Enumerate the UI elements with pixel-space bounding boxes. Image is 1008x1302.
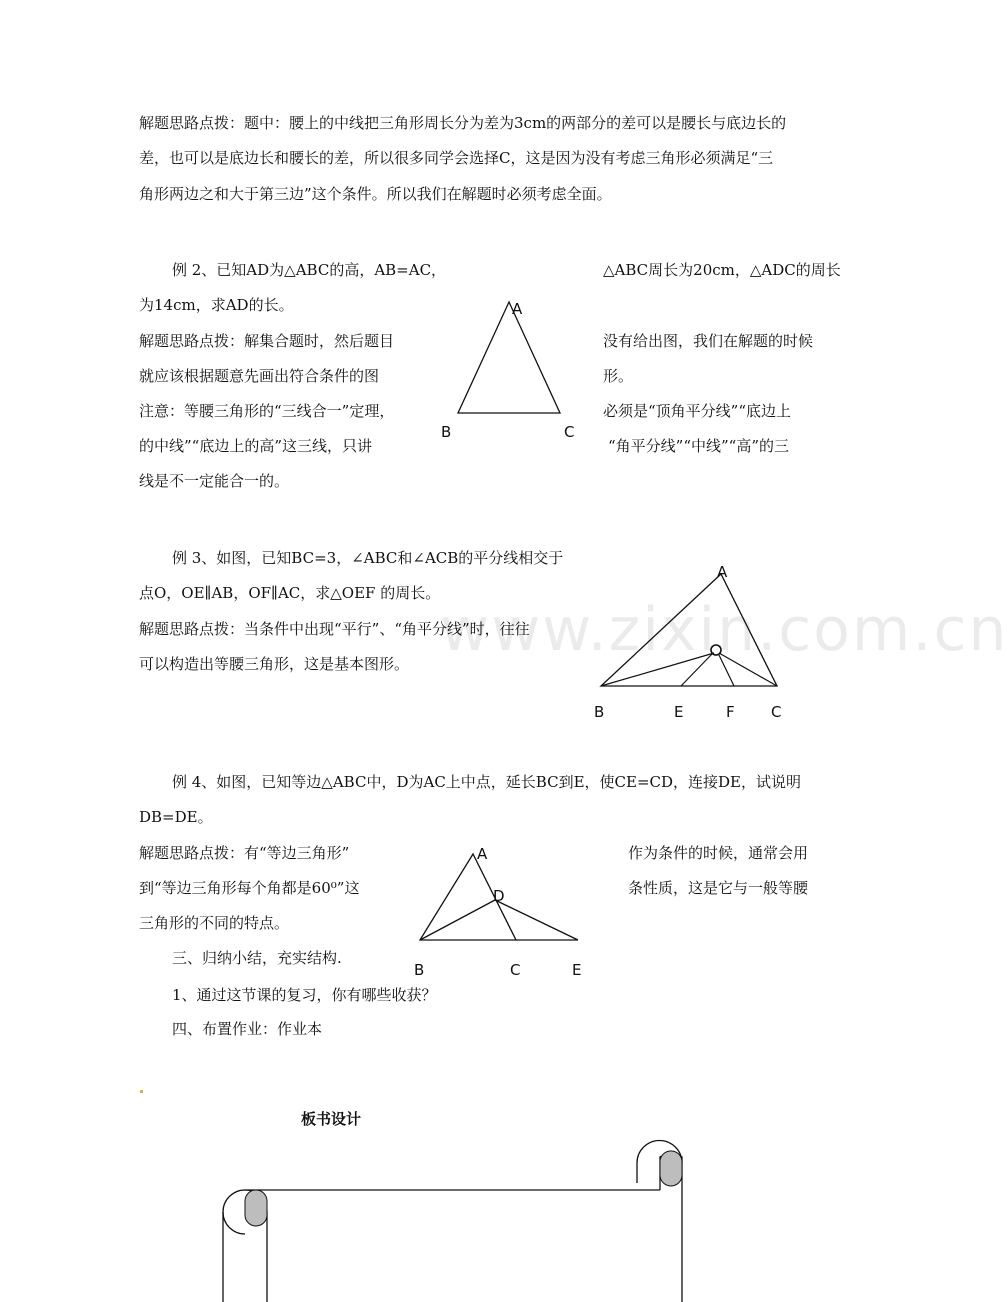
para1-line1: 解题思路点拨：题中：腰上的中线把三角形周长分为差为3cm的两部分的差可以是腰长与底边长的: [139, 114, 787, 132]
ex4-line3b: 作为条件的时候，通常会用: [628, 844, 809, 862]
ex2-label-b: B: [441, 423, 452, 441]
summary-line2: 1、通过这节课的复习，你有哪些收获？: [172, 986, 437, 1004]
watermark: www.zixin.com.cn: [440, 595, 1008, 665]
ex2-line6a: 的中线”“底边上的高”这三线，只讲: [139, 437, 373, 455]
ex3-line3: 解题思路点拨：当条件中出现“平行”、“角平分线”时，往往: [139, 620, 530, 638]
ex3-line1: 例 3、如图，已知BC=3，∠ABC和∠ACB的平分线相交于: [172, 549, 564, 567]
ex2-label-c: C: [564, 423, 575, 441]
ex4-label-d: D: [493, 887, 505, 905]
ex4-line3a: 解题思路点拨：有“等边三角形”: [139, 844, 350, 862]
summary-line3: 四、布置作业：作业本: [172, 1020, 323, 1038]
ex3-label-e: E: [674, 703, 684, 721]
ex4-triangle-figure: [405, 842, 590, 979]
ex4-line2: DB=DE。: [139, 808, 213, 826]
ex3-triangle-figure: [585, 560, 795, 721]
ex4-line4b: 条性质，这是它与一般等腰: [628, 879, 809, 897]
ex2-line6b: “角平分线”“中线”“高”的三: [608, 437, 790, 455]
ex2-line1a: 例 2、已知AD为△ABC的高，AB=AC，: [172, 261, 447, 279]
ex4-label-b: B: [414, 961, 425, 979]
ex2-line3b: 没有给出图，我们在解题的时候: [603, 332, 814, 350]
ex2-label-a: A: [512, 300, 523, 318]
ex2-line4a: 就应该根据题意先画出符合条件的图: [139, 367, 380, 385]
ex4-line4a: 到“等边三角形每个角都是60⁰”这: [139, 879, 360, 897]
ex4-label-c: C: [510, 961, 521, 979]
ex2-line7: 线是不一定能合一的。: [139, 472, 290, 490]
ex4-label-a: A: [477, 845, 488, 863]
ex2-line1b: △ABC周长为20cm，△ADC的周长: [603, 261, 841, 279]
ex3-label-a: A: [717, 563, 728, 581]
ex4-line5: 三角形的不同的特点。: [139, 914, 290, 932]
para1-line2: 差，也可以是底边长和腰长的差，所以很多同学会选择C，这是因为没有考虑三角形必须满足“三: [139, 149, 774, 167]
summary-line1: 三、归纳小结，充实结构.: [172, 949, 342, 967]
para1-line3: 角形两边之和大于第三边”这个条件。所以我们在解题时必须考虑全面。: [139, 185, 612, 203]
ex2-triangle-figure: [436, 294, 586, 439]
board-heading: 板书设计: [301, 1110, 362, 1128]
ex3-label-f: F: [726, 703, 735, 721]
ex2-line3a: 解题思路点拨：解集合题时，然后题目: [139, 332, 395, 350]
decor-dot: [140, 1090, 143, 1093]
scroll-board-drawing: [215, 1135, 695, 1302]
ex2-line5b: 必须是“顶角平分线”“底边上: [603, 402, 792, 420]
ex4-line1: 例 4、如图，已知等边△ABC中，D为AC上中点，延长BC到E，使CE=CD，连接DE，试说明: [172, 773, 801, 791]
ex2-line2: 为14cm，求AD的长。: [139, 296, 294, 314]
ex3-label-c: C: [771, 703, 782, 721]
ex3-line4: 可以构造出等腰三角形，这是基本图形。: [139, 655, 410, 673]
ex2-line5a: 注意：等腰三角形的“三线合一”定理，: [139, 402, 395, 420]
ex2-line4b: 形。: [603, 367, 634, 385]
ex3-line2: 点O，OE∥AB，OF∥AC，求△OEF 的周长。: [139, 584, 441, 602]
ex4-label-e: E: [572, 961, 582, 979]
ex3-label-b: B: [594, 703, 605, 721]
